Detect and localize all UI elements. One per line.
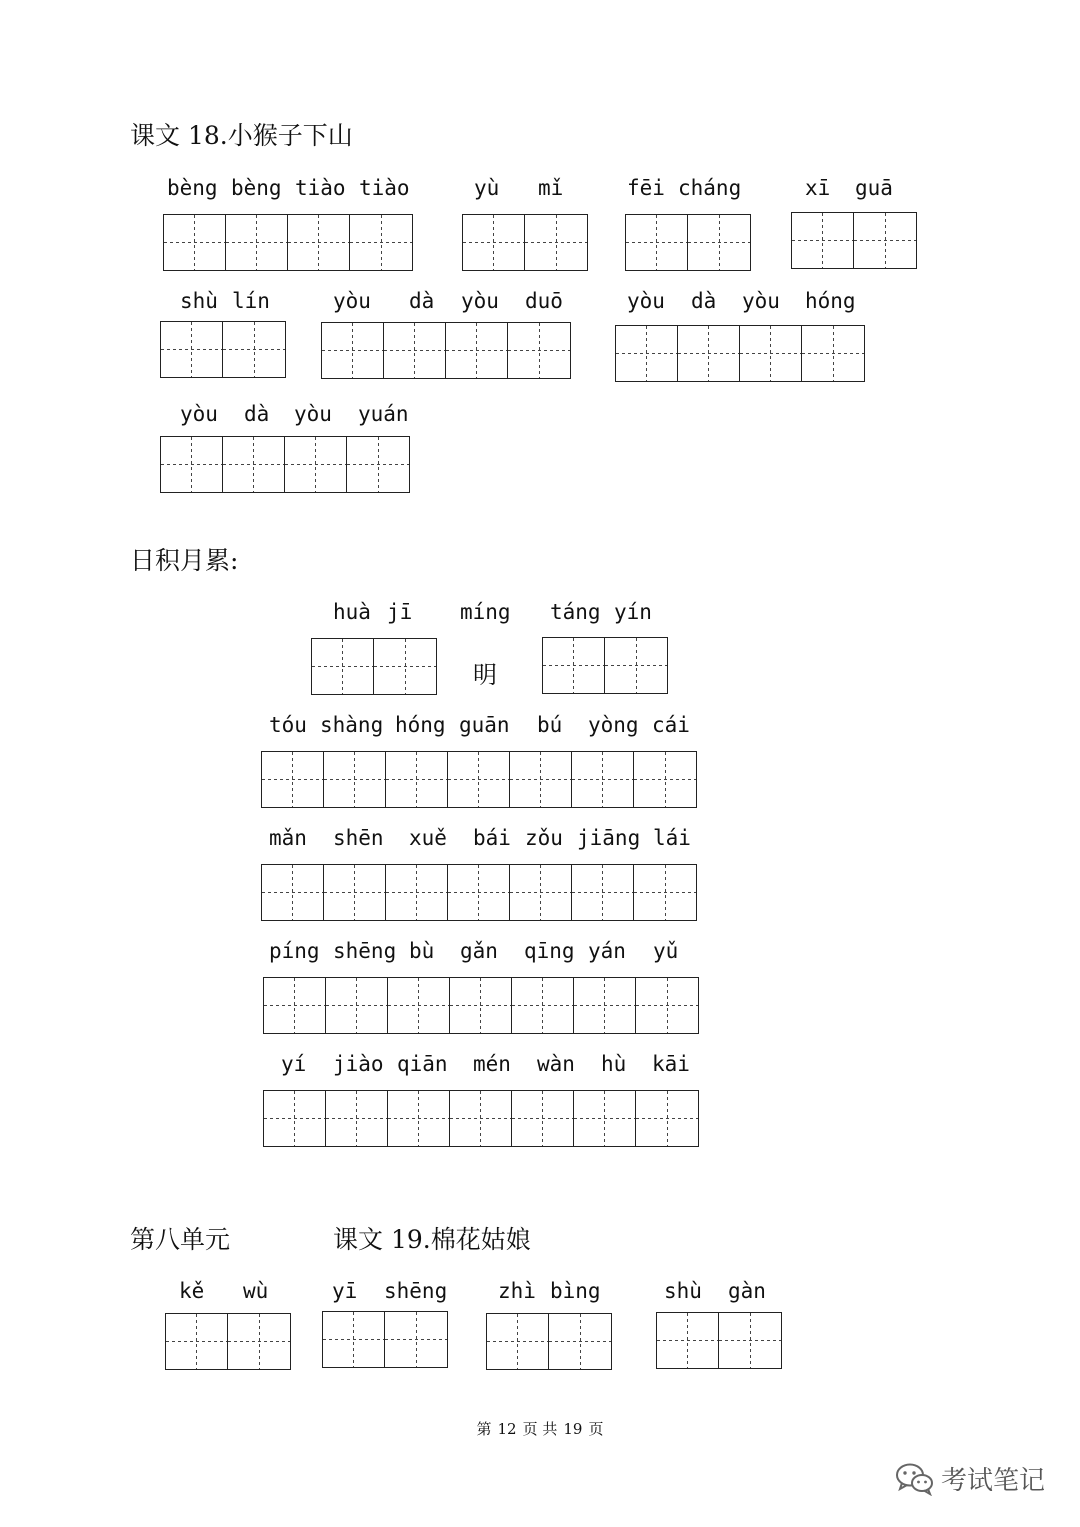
accumulation-title: 日积月累:: [130, 546, 239, 575]
grid-cell[interactable]: [326, 1091, 388, 1146]
grid-cell[interactable]: [450, 1091, 512, 1146]
grid-cell[interactable]: [549, 1314, 611, 1369]
grid-cell[interactable]: [854, 213, 916, 268]
pinyin: qiān: [397, 1052, 448, 1076]
grid-cell[interactable]: [226, 215, 288, 270]
pinyin: tiào: [359, 176, 410, 200]
pinyin: xuě: [409, 826, 447, 850]
grid-cell[interactable]: [574, 978, 636, 1033]
grid-cell[interactable]: [678, 326, 740, 381]
grid-cell[interactable]: [508, 323, 570, 378]
grid-cell[interactable]: [262, 865, 324, 920]
grid-cell[interactable]: [264, 1091, 326, 1146]
grid-cell[interactable]: [634, 752, 696, 807]
pinyin: shēn: [333, 826, 384, 850]
pinyin: bù: [409, 939, 435, 963]
pinyin: guā: [855, 176, 893, 200]
writing-grid[interactable]: [791, 212, 917, 269]
grid-cell[interactable]: [386, 865, 448, 920]
grid-cell[interactable]: [636, 1091, 698, 1146]
writing-grid[interactable]: [656, 1312, 782, 1369]
grid-cell[interactable]: [634, 865, 696, 920]
grid-cell[interactable]: [312, 639, 374, 694]
pinyin: mǎn: [269, 826, 307, 850]
writing-grid[interactable]: [486, 1313, 612, 1370]
grid-cell[interactable]: [448, 752, 510, 807]
pinyin: yòu: [742, 289, 780, 313]
pinyin: huà: [333, 600, 371, 624]
section-18-title: 课文 18.小猴子下山: [130, 121, 353, 150]
grid-cell[interactable]: [510, 752, 572, 807]
pinyin: fēi: [627, 176, 665, 200]
pinyin: kě: [179, 1279, 205, 1303]
pinyin: bái: [473, 826, 511, 850]
pinyin: mén: [473, 1052, 511, 1076]
grid-cell[interactable]: [350, 215, 412, 270]
writing-grid[interactable]: [165, 1313, 291, 1370]
writing-grid[interactable]: [462, 214, 588, 271]
grid-cell[interactable]: [388, 978, 450, 1033]
pinyin: cái: [652, 713, 690, 737]
grid-cell[interactable]: [374, 639, 436, 694]
grid-cell[interactable]: [688, 215, 750, 270]
pinyin: gàn: [728, 1279, 766, 1303]
grid-cell[interactable]: [223, 437, 285, 492]
grid-cell[interactable]: [228, 1314, 290, 1369]
pinyin: yuán: [358, 402, 409, 426]
pinyin: mǐ: [538, 176, 564, 200]
grid-cell[interactable]: [543, 638, 605, 693]
wechat-icon: [895, 1462, 935, 1496]
grid-cell[interactable]: [636, 978, 698, 1033]
pinyin: yín: [614, 600, 652, 624]
grid-cell[interactable]: [719, 1313, 781, 1368]
footer-middle: 页 共: [522, 1420, 558, 1438]
grid-cell[interactable]: [572, 752, 634, 807]
pinyin: shēng: [333, 939, 397, 963]
pinyin: shàng: [320, 713, 384, 737]
pinyin: hù: [601, 1052, 627, 1076]
pinyin: táng: [550, 600, 601, 624]
grid-cell[interactable]: [323, 1312, 385, 1367]
pinyin: bèng: [167, 176, 218, 200]
grid-cell[interactable]: [626, 215, 688, 270]
pinyin: yòu: [180, 402, 218, 426]
writing-grid[interactable]: [261, 864, 697, 921]
grid-cell[interactable]: [605, 638, 667, 693]
pinyin: yòu: [294, 402, 332, 426]
pinyin: bèng: [231, 176, 282, 200]
pinyin: yòng: [588, 713, 639, 737]
grid-cell[interactable]: [388, 1091, 450, 1146]
writing-grid[interactable]: [261, 751, 697, 808]
unit-8-title: 第八单元: [130, 1225, 231, 1254]
grid-cell[interactable]: [512, 1091, 574, 1146]
writing-grid[interactable]: [263, 1090, 699, 1147]
grid-cell[interactable]: [161, 322, 223, 377]
pinyin: lín: [232, 289, 270, 313]
pinyin: wàn: [537, 1052, 575, 1076]
grid-cell[interactable]: [385, 1312, 447, 1367]
grid-cell[interactable]: [288, 215, 350, 270]
grid-cell[interactable]: [164, 215, 226, 270]
grid-cell[interactable]: [161, 437, 223, 492]
pinyin: tiào: [295, 176, 346, 200]
pinyin: zhì: [498, 1279, 536, 1303]
pinyin: jiāng: [577, 826, 641, 850]
pinyin: yòu: [627, 289, 665, 313]
writing-grid[interactable]: [160, 321, 286, 378]
grid-cell[interactable]: [384, 323, 446, 378]
watermark: [895, 1460, 1045, 1497]
pinyin: hóng: [805, 289, 856, 313]
given-character: 明: [473, 661, 497, 689]
pinyin: bú: [537, 713, 563, 737]
pinyin: yòu: [461, 289, 499, 313]
writing-grid[interactable]: [321, 322, 571, 379]
grid-cell[interactable]: [487, 1314, 549, 1369]
grid-cell[interactable]: [326, 978, 388, 1033]
watermark-text: 考试笔记: [941, 1466, 1046, 1496]
grid-cell[interactable]: [572, 865, 634, 920]
pinyin: yán: [588, 939, 626, 963]
pinyin: míng: [460, 600, 511, 624]
grid-cell[interactable]: [223, 322, 285, 377]
pinyin: yí: [281, 1052, 307, 1076]
grid-cell[interactable]: [574, 1091, 636, 1146]
pinyin: lái: [653, 826, 691, 850]
pinyin: dà: [244, 402, 270, 426]
grid-cell[interactable]: [657, 1313, 719, 1368]
writing-grid[interactable]: [163, 214, 413, 271]
footer-prefix: 第: [476, 1420, 492, 1438]
pinyin: qīng: [524, 939, 575, 963]
section-19-title: 课文 19.棉花姑娘: [333, 1225, 531, 1254]
pinyin: zǒu: [525, 826, 563, 850]
pinyin: shù: [180, 289, 218, 313]
pinyin: hóng: [395, 713, 446, 737]
writing-grid[interactable]: [263, 977, 699, 1034]
pinyin: yī: [332, 1279, 358, 1303]
grid-cell[interactable]: [525, 215, 587, 270]
writing-grid[interactable]: [625, 214, 751, 271]
pinyin: jiào: [333, 1052, 384, 1076]
pinyin: yòu: [333, 289, 371, 313]
pinyin: dà: [691, 289, 717, 313]
grid-cell[interactable]: [386, 752, 448, 807]
page-number: 12: [497, 1420, 517, 1438]
pinyin: kāi: [652, 1052, 690, 1076]
grid-cell[interactable]: [616, 326, 678, 381]
pinyin: píng: [269, 939, 320, 963]
footer-suffix: 页: [588, 1420, 604, 1438]
grid-cell[interactable]: [802, 326, 864, 381]
pinyin: jī: [387, 600, 413, 624]
pinyin: yù: [474, 176, 500, 200]
pinyin: bìng: [550, 1279, 601, 1303]
grid-cell[interactable]: [512, 978, 574, 1033]
pinyin: gǎn: [460, 939, 498, 963]
writing-grid[interactable]: [311, 638, 437, 695]
pinyin: wù: [243, 1279, 269, 1303]
grid-cell[interactable]: [264, 978, 326, 1033]
grid-cell[interactable]: [166, 1314, 228, 1369]
pinyin: xī: [805, 176, 831, 200]
writing-grid[interactable]: [322, 1311, 448, 1368]
pinyin: yǔ: [653, 939, 679, 963]
pinyin: dà: [409, 289, 435, 313]
writing-grid[interactable]: [615, 325, 865, 382]
writing-grid[interactable]: [160, 436, 410, 493]
grid-cell[interactable]: [347, 437, 409, 492]
grid-cell[interactable]: [322, 323, 384, 378]
pinyin: shēng: [384, 1279, 448, 1303]
grid-cell[interactable]: [740, 326, 802, 381]
pinyin: guān: [459, 713, 510, 737]
pinyin: cháng: [678, 176, 742, 200]
grid-cell[interactable]: [510, 865, 572, 920]
grid-cell[interactable]: [324, 752, 386, 807]
grid-cell[interactable]: [285, 437, 347, 492]
pinyin: tóu: [269, 713, 307, 737]
page-footer: [0, 1418, 1080, 1439]
grid-cell[interactable]: [463, 215, 525, 270]
grid-cell[interactable]: [262, 752, 324, 807]
pinyin: shù: [664, 1279, 702, 1303]
grid-cell[interactable]: [792, 213, 854, 268]
grid-cell[interactable]: [446, 323, 508, 378]
grid-cell[interactable]: [450, 978, 512, 1033]
writing-grid[interactable]: [542, 637, 668, 694]
pinyin: duō: [525, 289, 563, 313]
page-total: 19: [563, 1420, 583, 1438]
grid-cell[interactable]: [324, 865, 386, 920]
grid-cell[interactable]: [448, 865, 510, 920]
